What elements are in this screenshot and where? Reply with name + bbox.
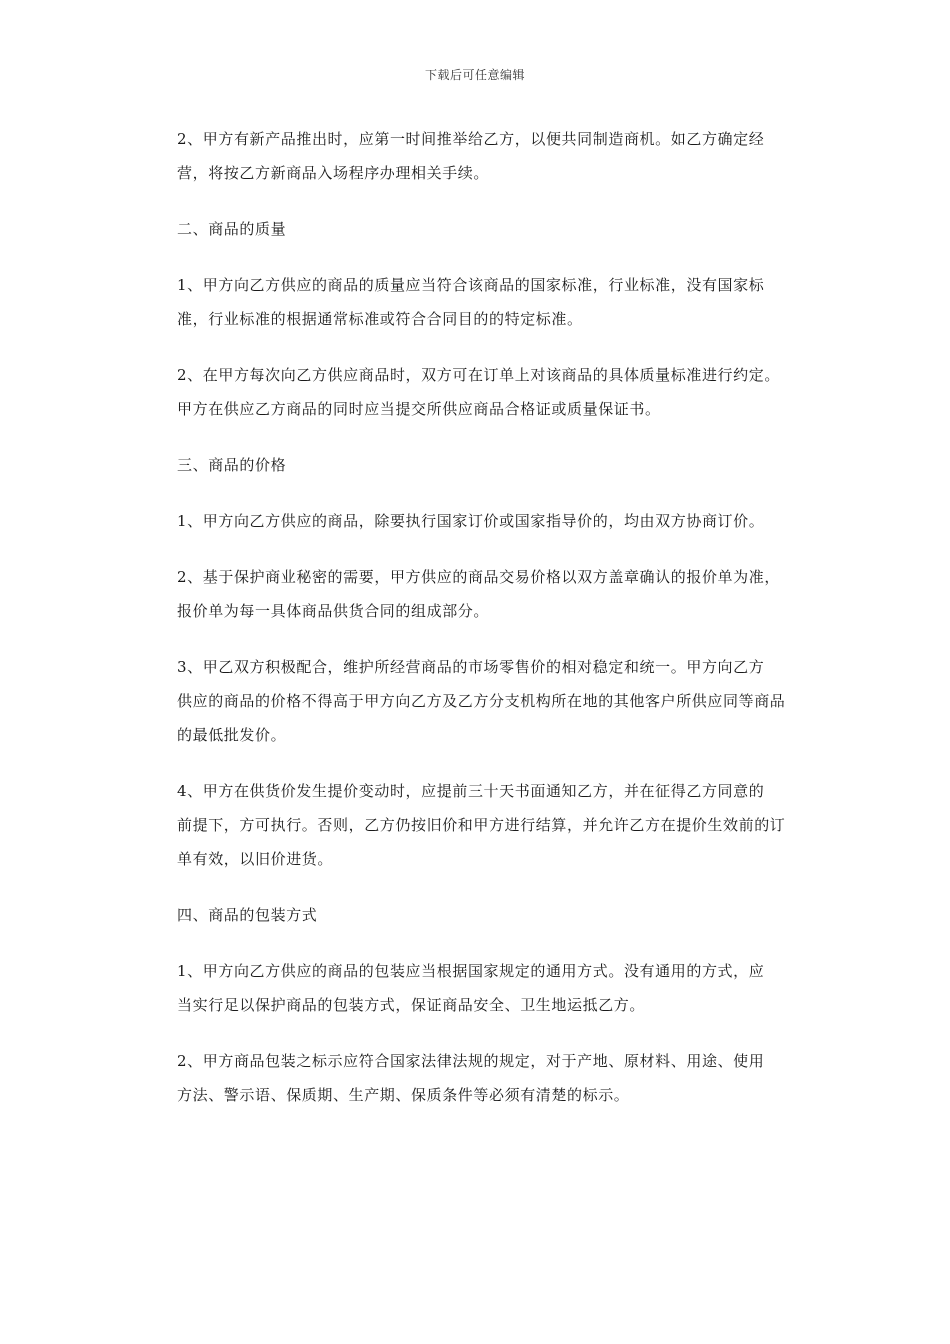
paragraph-line: 1、甲方向乙方供应的商品的包装应当根据国家规定的通用方式。没有通用的方式，应 bbox=[177, 962, 765, 980]
paragraph-line: 2、甲方商品包装之标示应符合国家法律法规的规定，对于产地、原材料、用途、使用 bbox=[177, 1052, 765, 1070]
paragraph-line: 1、甲方向乙方供应的商品的质量应当符合该商品的国家标准，行业标准，没有国家标 bbox=[177, 276, 765, 294]
paragraph-price-negotiation bbox=[144, 504, 809, 538]
paragraph-line: 甲方在供应乙方商品的同时应当提交所供应商品合格证或质量保证书。 bbox=[177, 400, 661, 418]
paragraph-packaging-method bbox=[144, 954, 809, 1022]
paragraph-line: 3、甲乙双方积极配合，维护所经营商品的市场零售价的相对稳定和统一。甲方向乙方 bbox=[177, 658, 765, 676]
paragraph-line: 供应的商品的价格不得高于甲方向乙方及乙方分支机构所在地的其他客户所供应同等商品 bbox=[177, 692, 786, 710]
paragraph-quality-standard bbox=[144, 268, 809, 336]
paragraph-line: 单有效，以旧价进货。 bbox=[177, 850, 334, 868]
paragraph-line: 准，行业标准的根据通常标准或符合合同目的的特定标准。 bbox=[177, 310, 583, 328]
paragraph-line: 当实行足以保护商品的包装方式，保证商品安全、卫生地运抵乙方。 bbox=[177, 996, 646, 1014]
paragraph-line: 2、甲方有新产品推出时，应第一时间推举给乙方，以便共同制造商机。如乙方确定经 bbox=[177, 130, 765, 148]
section-heading-price bbox=[144, 448, 809, 482]
document-body bbox=[144, 122, 809, 1112]
section-heading-packaging bbox=[144, 898, 809, 932]
paragraph-line: 报价单为每一具体商品供货合同的组成部分。 bbox=[177, 602, 490, 620]
paragraph-line: 前提下，方可执行。否则，乙方仍按旧价和甲方进行结算，并允许乙方在提价生效前的订 bbox=[177, 816, 786, 834]
paragraph-line: 2、在甲方每次向乙方供应商品时，双方可在订单上对该商品的具体质量标准进行约定。 bbox=[177, 366, 780, 384]
paragraph-line: 营，将按乙方新商品入场程序办理相关手续。 bbox=[177, 164, 490, 182]
paragraph-price-confidential bbox=[144, 560, 809, 628]
paragraph-quality-agreement bbox=[144, 358, 809, 426]
section-heading: 三、商品的价格 bbox=[177, 456, 287, 474]
paragraph-line: 方法、警示语、保质期、生产期、保质条件等必须有清楚的标示。 bbox=[177, 1086, 630, 1104]
paragraph-line: 1、甲方向乙方供应的商品，除要执行国家订价或国家指导价的，均由双方协商订价。 bbox=[177, 512, 765, 530]
paragraph-line: 的最低批发价。 bbox=[177, 726, 287, 744]
paragraph-line: 4、甲方在供货价发生提价变动时，应提前三十天书面通知乙方，并在征得乙方同意的 bbox=[177, 782, 765, 800]
paragraph-packaging-labels bbox=[144, 1044, 809, 1112]
paragraph-new-products bbox=[144, 122, 809, 190]
paragraph-line: 2、基于保护商业秘密的需要，甲方供应的商品交易价格以双方盖章确认的报价单为准， bbox=[177, 568, 780, 586]
paragraph-price-change bbox=[144, 774, 809, 876]
header-note: 下载后可任意编辑 bbox=[424, 68, 525, 82]
section-heading: 二、商品的质量 bbox=[177, 220, 287, 238]
section-heading-quality bbox=[144, 212, 809, 246]
section-heading: 四、商品的包装方式 bbox=[177, 906, 318, 924]
paragraph-price-stability bbox=[144, 650, 809, 752]
